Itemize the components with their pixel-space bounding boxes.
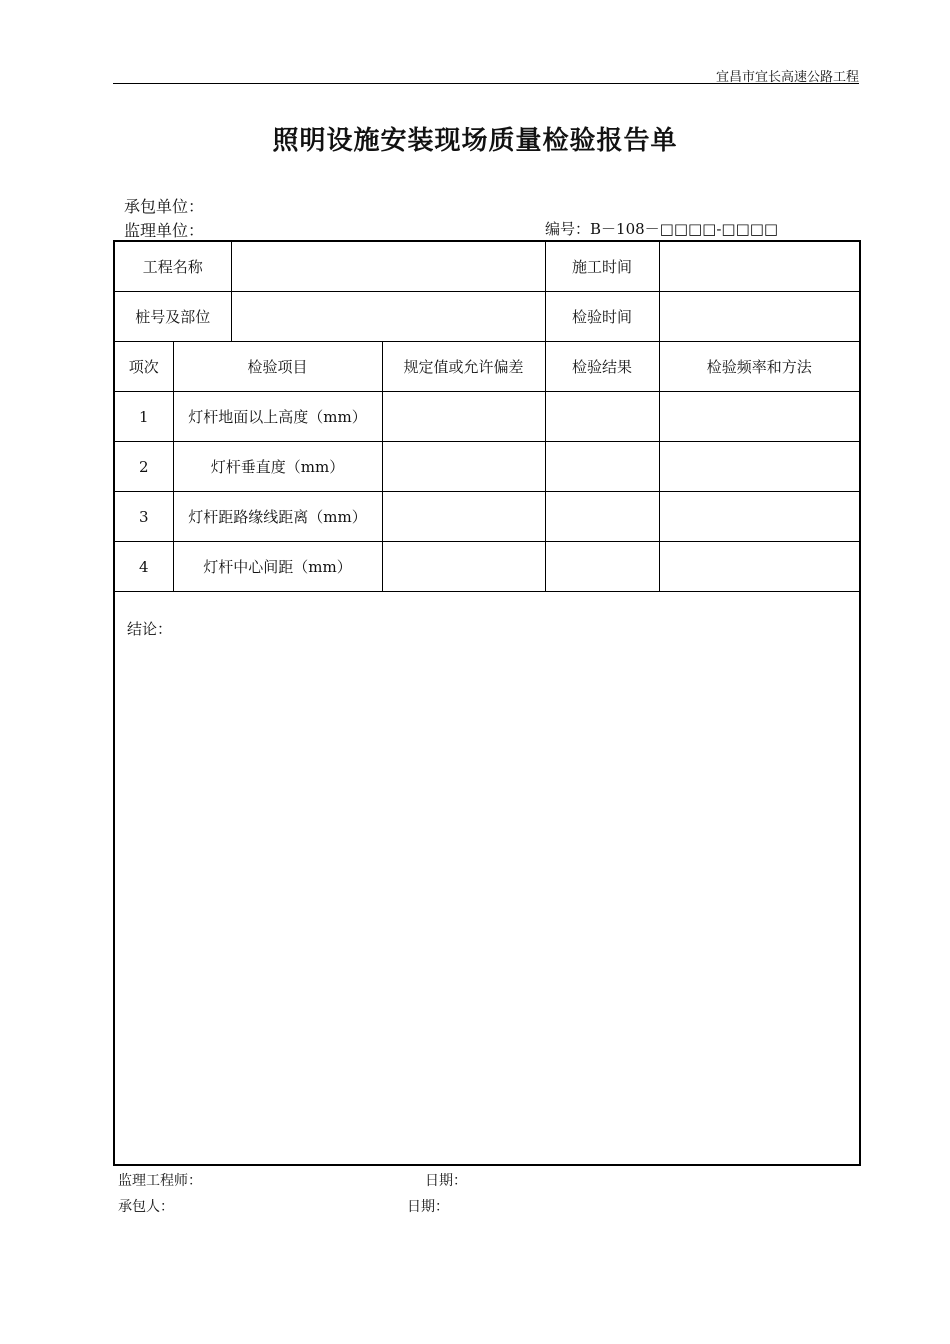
row-item: 灯杆地面以上高度（mm） <box>173 392 382 442</box>
row-method-field[interactable] <box>659 442 860 492</box>
row-result-field[interactable] <box>545 542 659 592</box>
inspection-time-field[interactable] <box>659 292 860 342</box>
station-field[interactable] <box>231 292 545 342</box>
table-row <box>114 392 860 442</box>
header-project-name: 宜昌市宜长高速公路工程 <box>715 70 859 85</box>
col-header-no: 项次 <box>114 342 173 392</box>
row-item: 灯杆距路缘线距离（mm） <box>173 492 382 542</box>
conclusion-field[interactable] <box>114 592 860 1166</box>
project-info-row <box>114 241 860 292</box>
row-spec-field[interactable] <box>382 442 545 492</box>
page-title: 照明设施安装现场质量检验报告单 <box>272 126 678 156</box>
supervising-engineer-label: 监理工程师： <box>118 1173 202 1189</box>
project-name-field[interactable] <box>231 241 545 292</box>
row-spec-field[interactable] <box>382 542 545 592</box>
form-code: 编号：B－108－□□□□-□□□□ <box>545 220 779 238</box>
inspection-form-table <box>113 240 861 1166</box>
row-spec-field[interactable] <box>382 492 545 542</box>
row-no: 4 <box>114 542 173 592</box>
date-label-engineer: 日期： <box>425 1173 467 1189</box>
row-item: 灯杆中心间距（mm） <box>173 542 382 592</box>
inspection-time-label: 检验时间 <box>545 292 659 342</box>
table-row <box>114 542 860 592</box>
row-method-field[interactable] <box>659 542 860 592</box>
table-row <box>114 492 860 542</box>
row-method-field[interactable] <box>659 392 860 442</box>
date-label-contractor: 日期： <box>407 1199 449 1215</box>
row-result-field[interactable] <box>545 392 659 442</box>
table-row <box>114 442 860 492</box>
row-no: 3 <box>114 492 173 542</box>
construction-time-field[interactable] <box>659 241 860 292</box>
row-no: 1 <box>114 392 173 442</box>
conclusion-row <box>114 592 860 1166</box>
row-result-field[interactable] <box>545 442 659 492</box>
station-label: 桩号及部位 <box>114 292 231 342</box>
col-header-result: 检验结果 <box>545 342 659 392</box>
row-method-field[interactable] <box>659 492 860 542</box>
construction-time-label: 施工时间 <box>545 241 659 292</box>
row-no: 2 <box>114 442 173 492</box>
supervisor-unit-label: 监理单位： <box>124 221 205 240</box>
conclusion-label: 结论： <box>127 620 173 638</box>
contractor-person-label: 承包人： <box>118 1199 174 1215</box>
row-result-field[interactable] <box>545 492 659 542</box>
col-header-item: 检验项目 <box>173 342 382 392</box>
contractor-unit-label: 承包单位： <box>124 197 205 216</box>
col-header-spec: 规定值或允许偏差 <box>382 342 545 392</box>
project-name-label: 工程名称 <box>114 241 231 292</box>
col-header-method: 检验频率和方法 <box>659 342 860 392</box>
column-header-row <box>114 342 860 392</box>
row-spec-field[interactable] <box>382 392 545 442</box>
header-divider <box>113 83 859 84</box>
station-info-row <box>114 292 860 342</box>
row-item: 灯杆垂直度（mm） <box>173 442 382 492</box>
